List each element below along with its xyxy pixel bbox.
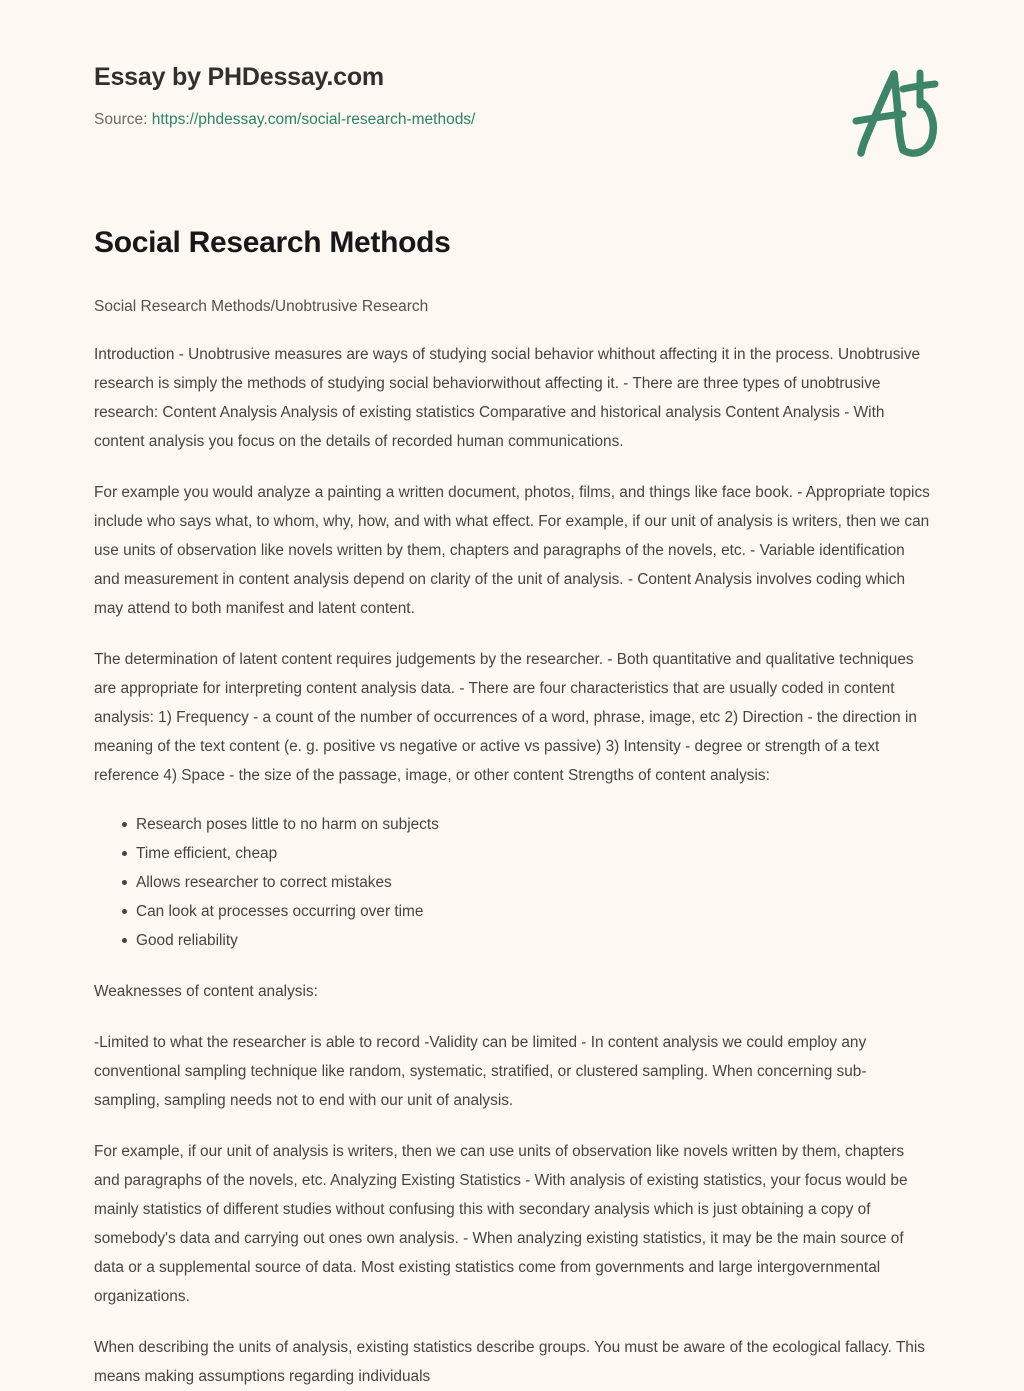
paragraph: -Limited to what the researcher is able to record -Validity can be limited - In content analysis we could employ any conventional sampling technique like random, systematic, stratified, or clustered sampling. When concerning sub-sampling, sampling needs not to end with our unit of analysis. <box>94 1034 867 1109</box>
a-plus-icon <box>840 58 950 168</box>
list-item: Research poses little to no harm on subjects <box>94 810 930 839</box>
paragraph: Introduction - Unobtrusive measures are ways of studying social behavior whithout affecting it in the process. Unobtrusive research is simply the methods of studying social behaviorwithout affecting it. - There are three types of unobtrusive research: Content Analysis Analysis of existing statistics Comparative and historical analysis Content Analysis - With content analysis you focus on the details of recorded human communications. <box>94 346 921 450</box>
brand-title: Essay by PHDessay.com <box>94 63 384 91</box>
paragraph: When describing the units of analysis, existing statistics describe groups. You must be aware of the ecological fallacy. This means making assumptions regarding individuals <box>94 1339 925 1385</box>
strengths-list <box>94 790 930 955</box>
list-item: Good reliability <box>94 926 930 955</box>
source-line <box>94 110 944 130</box>
list-item: Allows researcher to correct mistakes <box>94 868 930 897</box>
article-body <box>94 318 930 1391</box>
page-header <box>94 62 944 130</box>
paragraph: For example you would analyze a painting a written document, photos, films, and things like face book. - Appropriate topics include who says what, to whom, why, how, and with what effect. For example, if our unit of analysis is writers, then we can use units of observation like novels written by them, chapters and paragraphs of the novels, etc. - Variable identification and measurement in content analysis depend on clarity of the unit of analysis. - Content Analysis involves coding which may attend to both manifest and latent content. <box>94 484 930 617</box>
list-item: Can look at processes occurring over time <box>94 897 930 926</box>
source-label: Source: <box>94 111 148 128</box>
page-title: Social Research Methods <box>94 226 451 259</box>
paragraph: For example, if our unit of analysis is writers, then we can use units of observation like novels written by them, chapters and paragraphs of the novels, etc. Analyzing Existing Statistics - With analysis of existing statistics, your focus would be mainly statistics of different studies without confusing this with secondary analysis which is just obtaining a copy of somebody's data and carrying out ones own analysis. - When analyzing existing statistics, it may be the main source of data or a supplemental source of data. Most existing statistics come from governments and large intergovernmental organizations. <box>94 1143 908 1305</box>
list-item: Time efficient, cheap <box>94 839 930 868</box>
source-url-link[interactable]: https://phdessay.com/social-research-methods/ <box>151 111 476 128</box>
phdessay-logo <box>840 58 950 168</box>
article <box>94 224 930 1391</box>
paragraph: Weaknesses of content analysis: <box>94 983 318 1000</box>
paragraph: The determination of latent content requires judgements by the researcher. - Both quantitative and qualitative techniques are appropriate for interpreting content analysis data. - There are four characteristics that are usually coded in content analysis: 1) Frequency - a count of the number of occurrences of a word, phrase, image, etc 2) Direction - the direction in meaning of the text content (e. g. positive vs negative or active vs passive) 3) Intensity - degree or strength of a text reference 4) Space - the size of the passage, image, or other content Strengths of content analysis: <box>94 651 917 784</box>
article-subtitle: Social Research Methods/Unobtrusive Research <box>94 298 429 315</box>
